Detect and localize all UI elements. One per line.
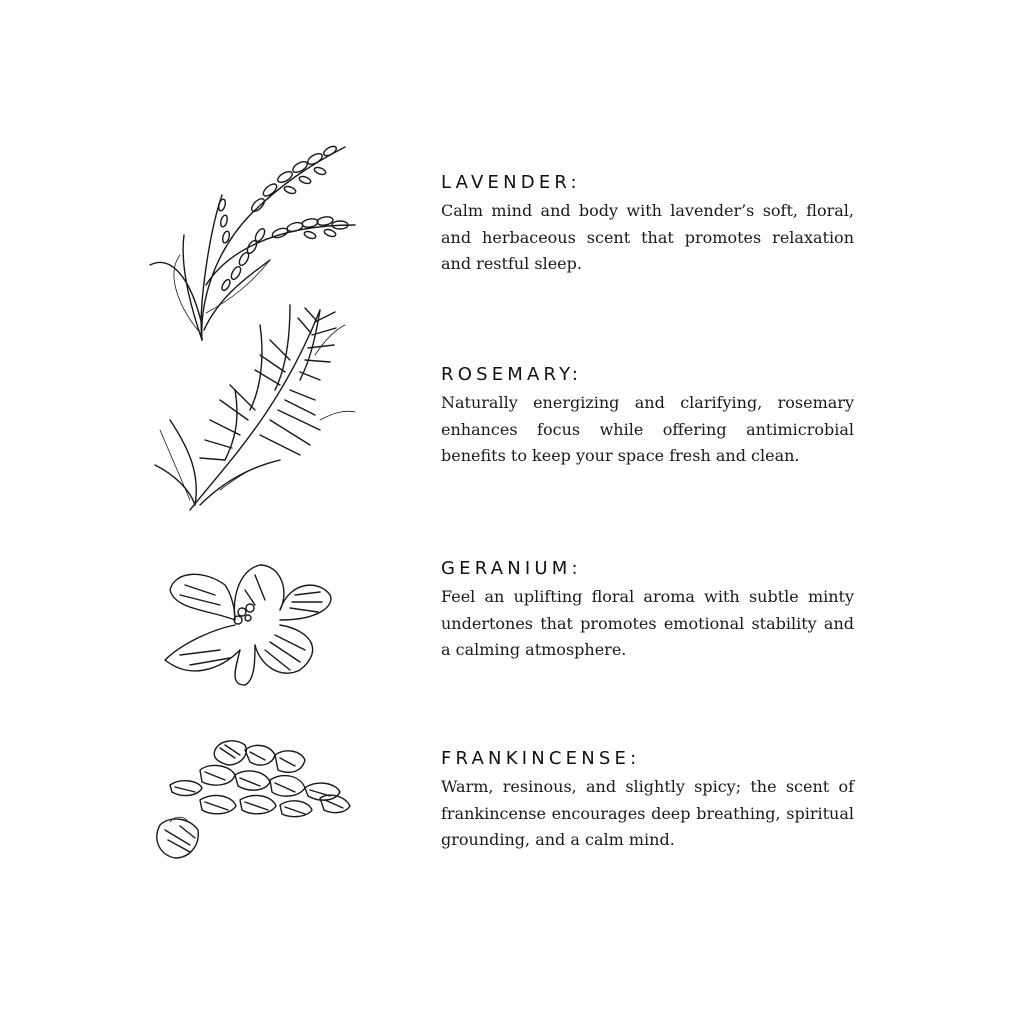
ingredient-description: Warm, resinous, and slightly spicy; the scent of frankincense encourages deep breathing, spiritual grounding, and a calm mind. [441, 777, 854, 849]
frankincense-text [441, 748, 854, 854]
rosemary-illustration-icon [140, 300, 370, 515]
ingredient-name: FRANKINCENSE: [441, 748, 641, 769]
ingredient-description: Calm mind and body with lavender’s soft, floral, and herbaceous scent that promotes relaxation and restful sleep. [441, 201, 854, 273]
rosemary-text [441, 364, 854, 470]
frankincense-illustration-icon [140, 730, 370, 870]
ingredient-name: LAVENDER: [441, 172, 581, 193]
ingredient-name: GERANIUM: [441, 558, 582, 579]
ingredient-description: Naturally energizing and clarifying, rosemary enhances focus while offering antimicrobial benefits to keep your space fresh and clean. [441, 393, 854, 465]
geranium-illustration-icon [140, 550, 370, 690]
ingredient-name: ROSEMARY: [441, 364, 583, 385]
ingredient-description: Feel an uplifting floral aroma with subtle minty undertones that promotes emotional stability and a calming atmosphere. [441, 587, 854, 659]
lavender-text [441, 172, 854, 278]
geranium-text [441, 558, 854, 664]
